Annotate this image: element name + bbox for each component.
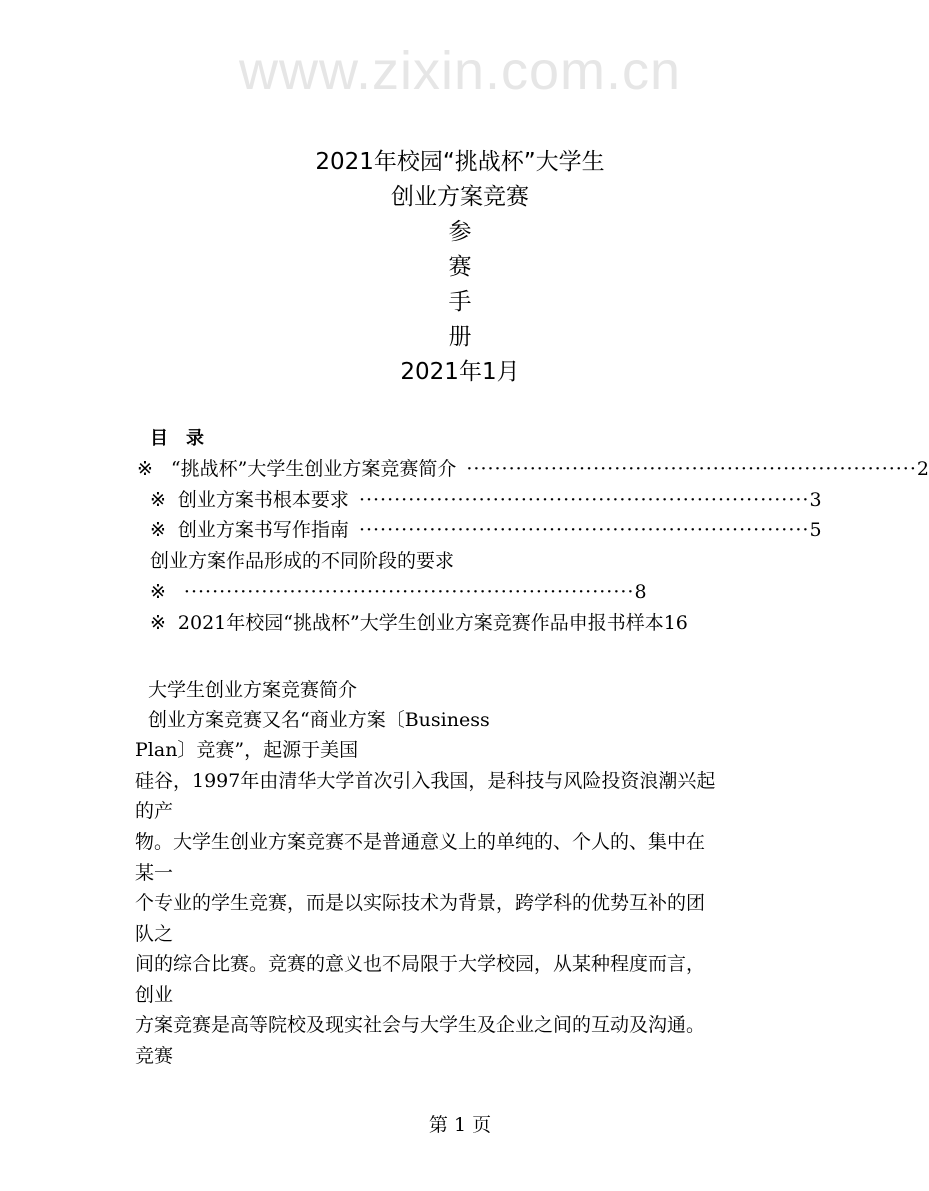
toc-item-page: 8 (634, 581, 647, 603)
toc-item-label: 2021年校园“挑战杯”大学生创业方案竞赛作品申报书样本 (177, 612, 664, 634)
toc-item-label: 创业方案书根本要求 (177, 489, 349, 511)
toc-item-label: “挑战杯”大学生创业方案竞赛简介 (170, 458, 457, 480)
toc-leader: ································································ (358, 519, 810, 541)
paragraph-line: 队之 (135, 923, 174, 945)
paragraph-line: 个专业的学生竞赛，而是以实际技术为背景，跨学科的优势互补的团 (135, 892, 706, 914)
reference-mark-icon: ※ (150, 519, 166, 541)
toc-leader: ································································ (358, 489, 810, 511)
toc-item-page: 5 (809, 519, 822, 541)
title-line: 手 (448, 289, 472, 315)
section-heading: 大学生创业方案竞赛简介 (148, 679, 358, 701)
title-line: 赛 (448, 254, 472, 280)
toc-item-label[interactable]: 创业方案作品形成的不同阶段的要求 (150, 550, 455, 572)
toc-leader: ································································ (183, 581, 635, 603)
paragraph-line: 竞赛 (135, 1045, 174, 1067)
paragraph-line: 方案竞赛是高等院校及现实社会与大学生及企业之间的互动及沟通。 (135, 1014, 706, 1036)
paragraph-line: Plan〕竞赛”，起源于美国 (135, 739, 359, 761)
toc-item-page: 3 (809, 489, 822, 511)
title-line: 创业方案竞赛 (391, 184, 529, 210)
watermark: www.zixin.com.cn (238, 41, 682, 101)
paragraph-line: 的产 (135, 800, 174, 822)
reference-mark-icon: ※ (150, 489, 166, 511)
toc-item[interactable] (150, 487, 822, 513)
paragraph-line: 创业 (135, 984, 174, 1006)
page-number: 第 1 页 (428, 1114, 492, 1136)
paragraph-line: 某一 (135, 862, 174, 884)
reference-mark-icon: ※ (137, 458, 153, 480)
toc-item-page: 16 (663, 612, 688, 634)
paragraph-line: 硅谷，1997年由清华大学首次引入我国，是科技与风险投资浪潮兴起 (135, 770, 716, 792)
title-date: 2021年1月 (400, 359, 520, 385)
toc-item[interactable] (150, 610, 770, 636)
paragraph-line: 物。大学生创业方案竞赛不是普通意义上的单纯的、个人的、集中在 (135, 831, 706, 853)
toc-item-label: 创业方案书写作指南 (177, 519, 349, 541)
toc-item[interactable] (150, 579, 647, 605)
title-line: 册 (448, 324, 472, 350)
reference-mark-icon: ※ (150, 581, 166, 603)
toc-leader: ································································ (466, 458, 917, 480)
toc-heading: 目 录 (150, 428, 204, 449)
toc-item-page: 2 (916, 458, 929, 480)
toc-item[interactable] (150, 517, 822, 543)
reference-mark-icon: ※ (150, 612, 166, 634)
title-line: 2021年校园“挑战杯”大学生 (315, 149, 605, 175)
title-line: 参 (448, 219, 472, 245)
toc-item[interactable] (137, 456, 929, 482)
paragraph-line: 间的综合比赛。竞赛的意义也不局限于大学校园，从某种程度而言， (135, 953, 706, 975)
paragraph-line: 创业方案竞赛又名“商业方案〔Business (148, 709, 490, 731)
